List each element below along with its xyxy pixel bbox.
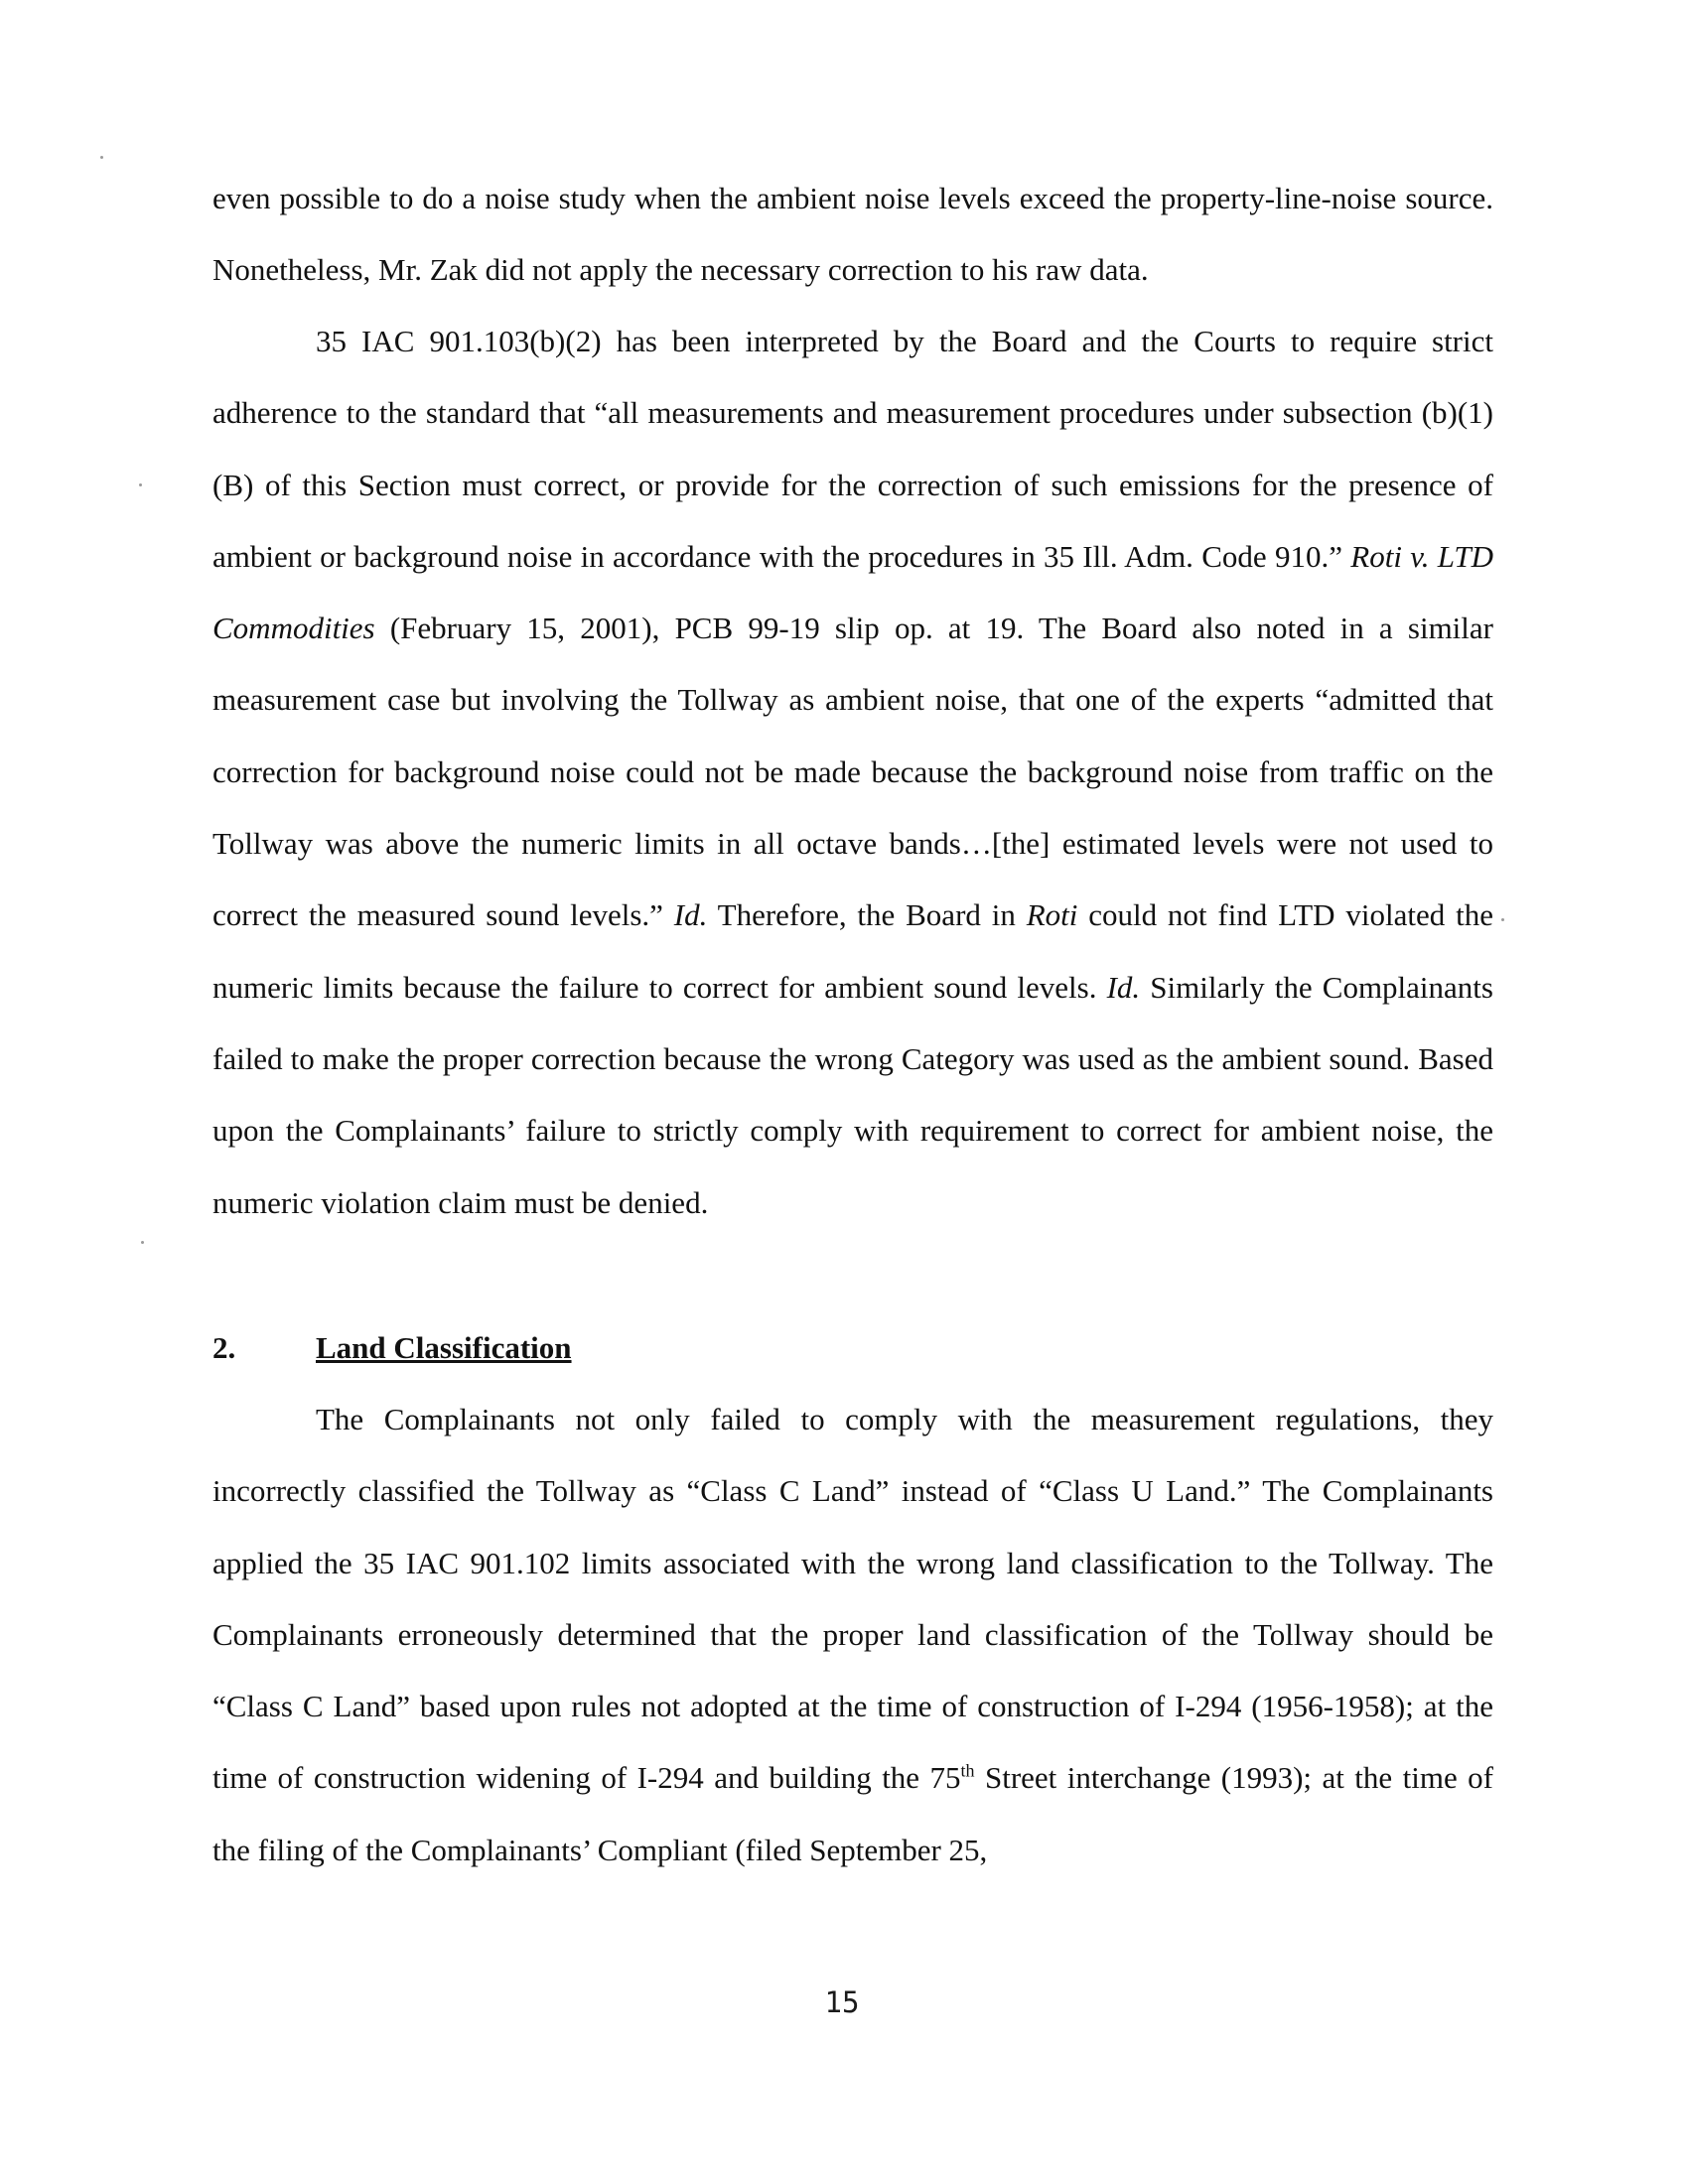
id-citation: Id. — [673, 897, 708, 933]
id-citation: Id. — [1106, 969, 1141, 1005]
case-short-citation: Roti — [1026, 897, 1078, 933]
section-number: 2. — [212, 1330, 236, 1365]
scan-speck — [139, 483, 142, 486]
paragraph-text: even possible to do a noise study when the ambient noise levels exceed the property-line-noise source. Nonetheless, Mr. Zak did not apply the necessary correction to his raw data. — [212, 181, 1493, 288]
section-heading — [212, 1312, 572, 1384]
paragraph-land-classification — [212, 1384, 1493, 1886]
scan-speck — [1501, 918, 1504, 921]
paragraph-ambient-noise-correction — [212, 306, 1493, 1239]
paragraph-text: (February 15, 2001), PCB 99-19 slip op. at 19. The Board also noted in a similar measurement case but involving the Tollway as ambient noise, that one of the experts “admitted that correction for background noise could not be made because the background noise from traffic on the Tollway was above the numeric limits in all octave bands…[the] estimated levels were not used to correct the measured sound levels.” — [212, 611, 1493, 933]
scan-speck — [100, 156, 103, 159]
page-number: 15 — [824, 1985, 860, 2019]
scan-speck — [141, 1241, 144, 1244]
paragraph-text: Therefore, the Board in — [707, 897, 1027, 933]
paragraph-text: could not find LTD violated the numeric limits because the failure to correct for ambient sound levels. — [212, 897, 1493, 1005]
section-title: Land Classification — [316, 1330, 572, 1365]
ordinal-suffix: th — [960, 1761, 975, 1782]
paragraph-text: 35 IAC 901.103(b)(2) has been interpreted by the Board and the Courts to require strict adherence to the standard that “all measurements and measurement procedures under subsection (b)(1)(B) of this Section must correct, or provide for the correction of such emissions for the presence of ambient or background noise in accordance with the procedures in 35 Ill. Adm. Code 910.” — [212, 324, 1493, 574]
case-citation: Roti v. LTD Commodities — [212, 538, 1493, 646]
paragraph-text: The Complainants not only failed to comply with the measurement regulations, they incorrectly classified the Tollway as “Class C Land” instead of “Class U Land.” The Complainants applied the 35 IAC 901.102 limits associated with the wrong land classification to the Tollway. The Complainants erroneously determined that the proper land classification of the Tollway should be “Class C Land” based upon rules not adopted at the time of construction of I-294 (1956-1958); at the time of construction widening of I-294 and building the 75 — [212, 1402, 1493, 1796]
paragraph-continuation — [212, 163, 1493, 307]
paragraph-text: Street interchange (1993); at the time of the filing of the Complainants’ Compliant (filed September 25, — [212, 1760, 1493, 1867]
paragraph-text: Similarly the Complainants failed to make the proper correction because the wrong Category was used as the ambient sound. Based upon the Complainants’ failure to strictly comply with requirement to correct for ambient noise, the numeric violation claim must be denied. — [212, 969, 1493, 1220]
